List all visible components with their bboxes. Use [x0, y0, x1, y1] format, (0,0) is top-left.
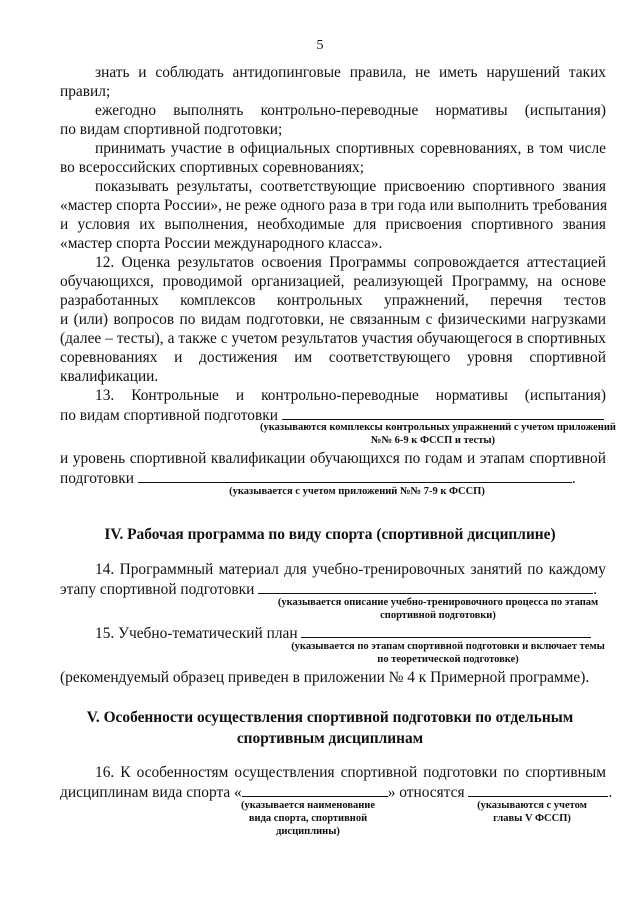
page-number: 5: [316, 38, 324, 53]
text-line: правил;: [60, 83, 111, 100]
footnote: вида спорта, спортивной: [248, 813, 368, 824]
text-fragment: 15. Учебно-тематический план: [95, 625, 298, 642]
text-line: и уровень спортивной квалификации обучающихся по годам и этапам спортивной: [60, 450, 606, 467]
text-fragment: по видам спортивной подготовки: [60, 407, 278, 424]
text-line: (рекомендуемый образец приведен в приложении № 4 к Примерной программе).: [60, 669, 590, 686]
fill-in-blank: [242, 782, 388, 797]
text-fragment: .: [593, 581, 598, 598]
footnote: (указывается описание учебно-тренировочного процесса по этапам: [277, 597, 599, 608]
footnote: спортивной подготовки): [380, 610, 496, 621]
section-heading: IV. Рабочая программа по виду спорта (спортивной дисциплине): [104, 526, 556, 543]
footnote: №№ 6-9 к ФССП и тесты): [370, 435, 496, 446]
text-line: по видам спортивной подготовки;: [60, 121, 283, 138]
text-fragment: этапу спортивной подготовки: [60, 581, 255, 598]
footnote: (указываются с учетом: [477, 800, 587, 811]
text-line: знать и соблюдать антидопинговые правила, не иметь нарушений таких: [95, 64, 606, 81]
text-line: показывать результаты, соответствующие присвоению спортивного звания: [95, 178, 606, 195]
text-line: принимать участие в официальных спортивных соревнованиях, в том числе: [95, 140, 606, 157]
text-line: «мастер спорта России», не реже одного раза в три года или выполнить требования: [60, 197, 608, 214]
text-fragment: дисциплинам вида спорта «: [60, 784, 242, 801]
text-line: ежегодно выполнять контрольно-переводные нормативы (испытания): [95, 102, 606, 119]
text-line: 12. Оценка результатов освоения Программы сопровождается аттестацией: [95, 254, 606, 271]
text-line: и (или) вопросов по видам подготовки, не связанным с физическими нагрузками: [60, 311, 606, 328]
text-line: 14. Программный материал для учебно-тренировочных занятий по каждому: [95, 561, 606, 578]
fill-in-blank: [258, 579, 593, 594]
text-line: и условия их выполнения, необходимые для присвоения спортивного звания: [60, 216, 606, 233]
text-line: «мастер спорта России международного класса».: [60, 235, 383, 252]
text-line: (далее – тесты), а также с учетом результатов участия обучающегося в спортивных: [60, 330, 606, 347]
section-heading: V. Особенности осуществления спортивной подготовки по отдельным: [86, 709, 574, 726]
text-line: во всероссийских спортивных соревнованиях;: [60, 159, 365, 176]
text-fragment: .: [608, 784, 613, 801]
footnote: главы V ФССП): [493, 813, 571, 824]
footnote: по теоретической подготовке): [377, 654, 519, 665]
footnote: (указываются комплексы контрольных упражнений с учетом приложений: [260, 422, 616, 433]
fill-in-blank: [301, 623, 591, 638]
text-line: обучающихся, проводимой организацией, реализующей Программу, на основе: [60, 273, 606, 290]
fill-in-blank: [282, 405, 604, 420]
footnote: (указывается с учетом приложений №№ 7-9 к ФССП): [229, 486, 485, 497]
footnote: (указывается по этапам спортивной подготовки и включает темы: [291, 641, 605, 652]
footnote: дисциплины): [276, 826, 340, 837]
text-fragment: .: [571, 470, 576, 487]
fill-in-blank: [468, 782, 608, 797]
section-heading: спортивным дисциплинам: [236, 730, 424, 747]
text-line: 16. К особенностям осуществления спортивной подготовки по спортивным: [95, 764, 606, 781]
fill-in-blank: [138, 468, 572, 483]
text-line: 13. Контрольные и контрольно-переводные нормативы (испытания): [95, 387, 606, 404]
text-fragment: » относятся: [387, 784, 465, 801]
footnote: (указывается наименование: [240, 800, 376, 811]
text-line: разработанных комплексов контрольных упражнений, перечня тестов: [60, 292, 606, 309]
text-line: соревнованиях и достижения им соответствующего уровня спортивной: [60, 349, 606, 366]
text-line: квалификации.: [60, 368, 159, 385]
text-fragment: подготовки: [60, 470, 134, 487]
